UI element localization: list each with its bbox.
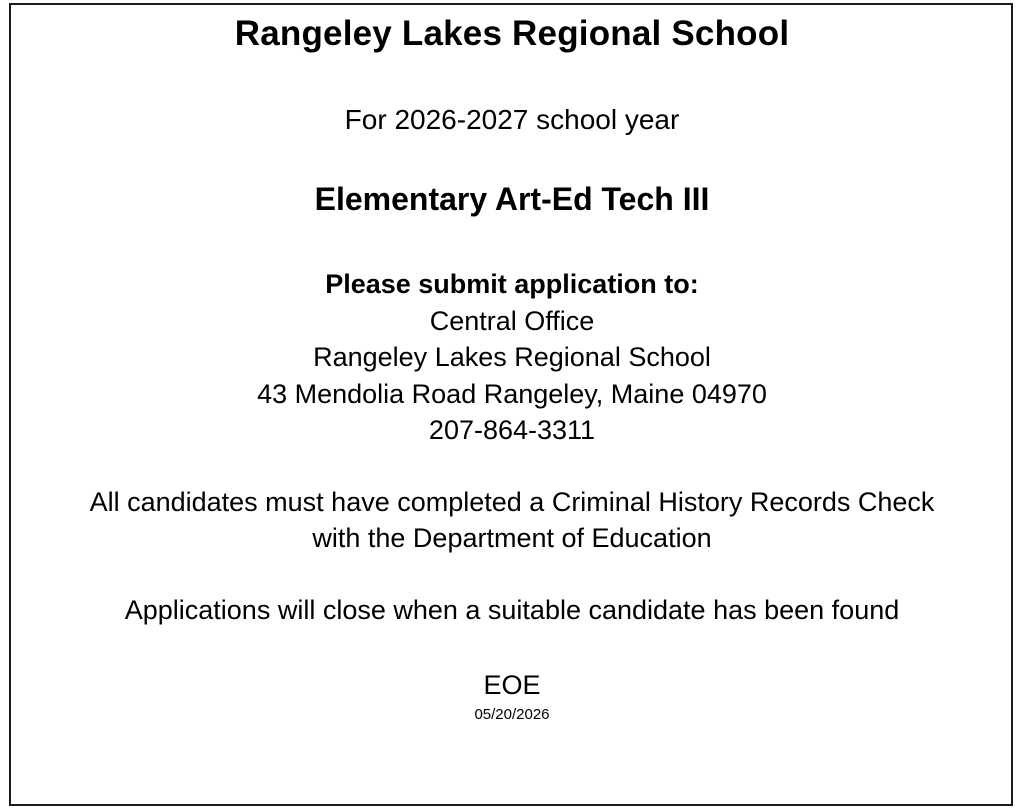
position-title: Elementary Art-Ed Tech III [314, 181, 710, 217]
address-school: Rangeley Lakes Regional School [313, 342, 711, 372]
closing-note: Applications will close when a suitable candidate has been found [124, 595, 900, 625]
address-office: Central Office [429, 306, 595, 336]
posted-date: 05/20/2026 [474, 706, 550, 723]
school-year: For 2026-2027 school year [344, 104, 680, 135]
requirement-line-2: with the Department of Education [312, 523, 712, 553]
school-title: Rangeley Lakes Regional School [234, 14, 790, 53]
requirement-line-1: All candidates must have completed a Criminal History Records Check [89, 487, 935, 517]
address-street: 43 Mendolia Road Rangeley, Maine 04970 [257, 379, 767, 409]
submit-heading: Please submit application to: [325, 269, 699, 299]
eoe-label: EOE [483, 670, 541, 700]
address-phone: 207-864-3311 [428, 415, 596, 445]
